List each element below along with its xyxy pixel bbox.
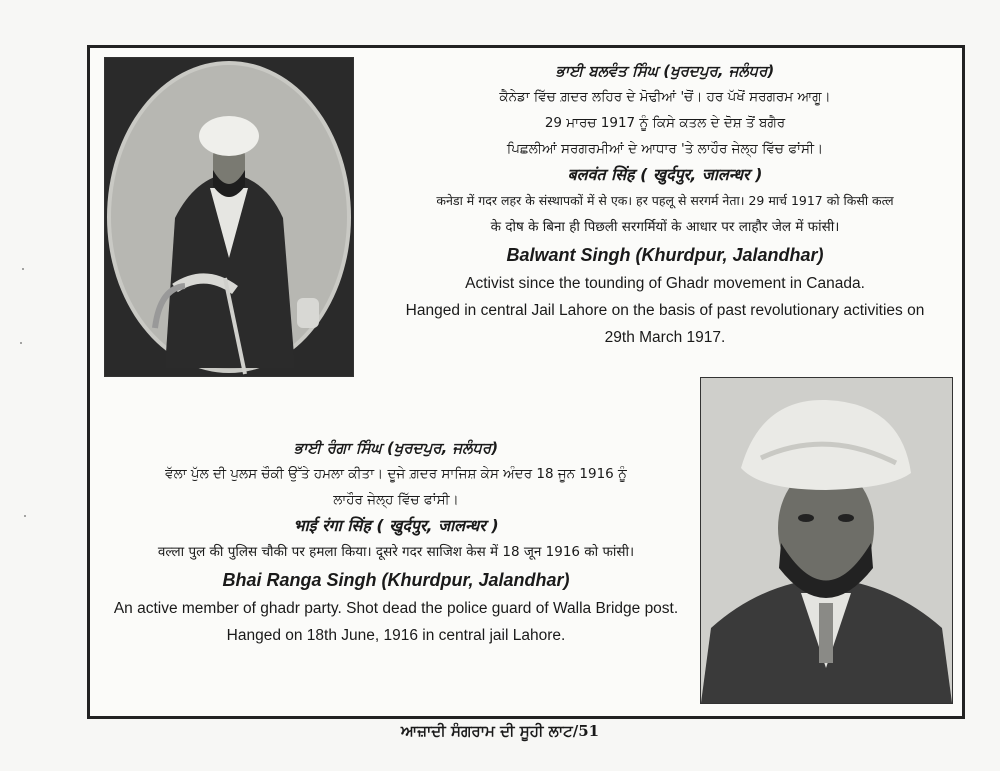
hindi-line: के दोष के बिना ही पिछली सरगर्मियों के आधार पर लाहौर जेल में फांसी।: [490, 219, 840, 235]
english-line: Hanged on 18th June, 1916 in central jail Lahore.: [226, 627, 566, 644]
punjabi-line: ਪਿਛਲੀਆਂ ਸਰਗਰਮੀਆਂ ਦੇ ਆਧਾਰ 'ਤੇ ਲਾਹੌਰ ਜੇਲ੍ਹ ਵਿੱਚ ਫਾਂਸੀ।: [506, 141, 824, 157]
entry-ranga-singh: [96, 435, 696, 649]
english-line: An active member of ghadr party. Shot dead the police guard of Walla Bridge post.: [113, 600, 679, 617]
english-title: Balwant Singh (Khurdpur, Jalandhar): [506, 245, 824, 265]
punjabi-line: 29 ਮਾਰਚ 1917 ਨੂੰ ਕਿਸੇ ਕਤਲ ਦੇ ਦੋਸ਼ ਤੋਂ ਬਗੈਰ: [544, 115, 786, 131]
scan-speck: [24, 515, 26, 517]
portrait-ranga-singh: [700, 377, 953, 704]
hindi-title: बलवंत सिंह ( खुर्दपुर, जालन्धर ): [567, 165, 763, 184]
scan-speck: [22, 268, 24, 270]
punjabi-line: ਵੱਲਾ ਪੁੱਲ ਦੀ ਪੁਲਸ ਚੌਕੀ ਉੱਤੇ ਹਮਲਾ ਕੀਤਾ। ਦੂਜੇ ਗ਼ਦਰ ਸਾਜਿਸ਼ ਕੇਸ ਅੰਦਰ 18 ਜੂਨ 1916 ਨੂੰ: [165, 466, 627, 482]
english-line: Hanged in central Jail Lahore on the basis of past revolutionary activities on: [405, 302, 925, 319]
hindi-title: भाई रंगा सिंह ( खुर्दपुर, जालन्धर ): [293, 516, 499, 535]
english-line: Activist since the tounding of Ghadr movement in Canada.: [465, 275, 865, 292]
english-title: Bhai Ranga Singh (Khurdpur, Jalandhar): [222, 570, 570, 590]
punjabi-title: ਭਾਈ ਰੰਗਾ ਸਿੰਘ (ਖੁਰਦਪੁਰ, ਜਲੰਧਰ): [293, 439, 499, 457]
entry-balwant-singh: [365, 58, 965, 351]
punjabi-title: ਭਾਈ ਬਲਵੰਤ ਸਿੰਘ (ਖੁਰਦਪੁਰ, ਜਲੰਧਰ): [555, 62, 775, 80]
portrait-balwant-singh: [104, 57, 354, 377]
page-footer: ਆਜ਼ਾਦੀ ਸੰਗਰਾਮ ਦੀ ਸੂਹੀ ਲਾਟ/51: [400, 722, 600, 740]
hindi-line: कनेडा में गदर लहर के संस्थापकों में से एक। हर पहलू से सरगर्म नेता। 29 मार्च 1917 को किसी कत्ल: [436, 193, 894, 208]
punjabi-line: ਕੈਨੇਡਾ ਵਿੱਚ ਗ਼ਦਰ ਲਹਿਰ ਦੇ ਮੋਢੀਆਂ 'ਚੋਂ। ਹਰ ਪੱਖੋਂ ਸਰਗਰਮ ਆਗੂ।: [499, 89, 831, 105]
english-line: 29th March 1917.: [604, 329, 726, 346]
scan-speck: [20, 342, 22, 344]
hindi-line: वल्ला पुल की पुलिस चौकी पर हमला किया। दूसरे गदर साजिश केस में 18 जून 1916 को फांसी।: [157, 544, 635, 560]
punjabi-line: ਲਾਹੌਰ ਜੇਲ੍ਹ ਵਿੱਚ ਫਾਂਸੀ।: [333, 492, 459, 508]
